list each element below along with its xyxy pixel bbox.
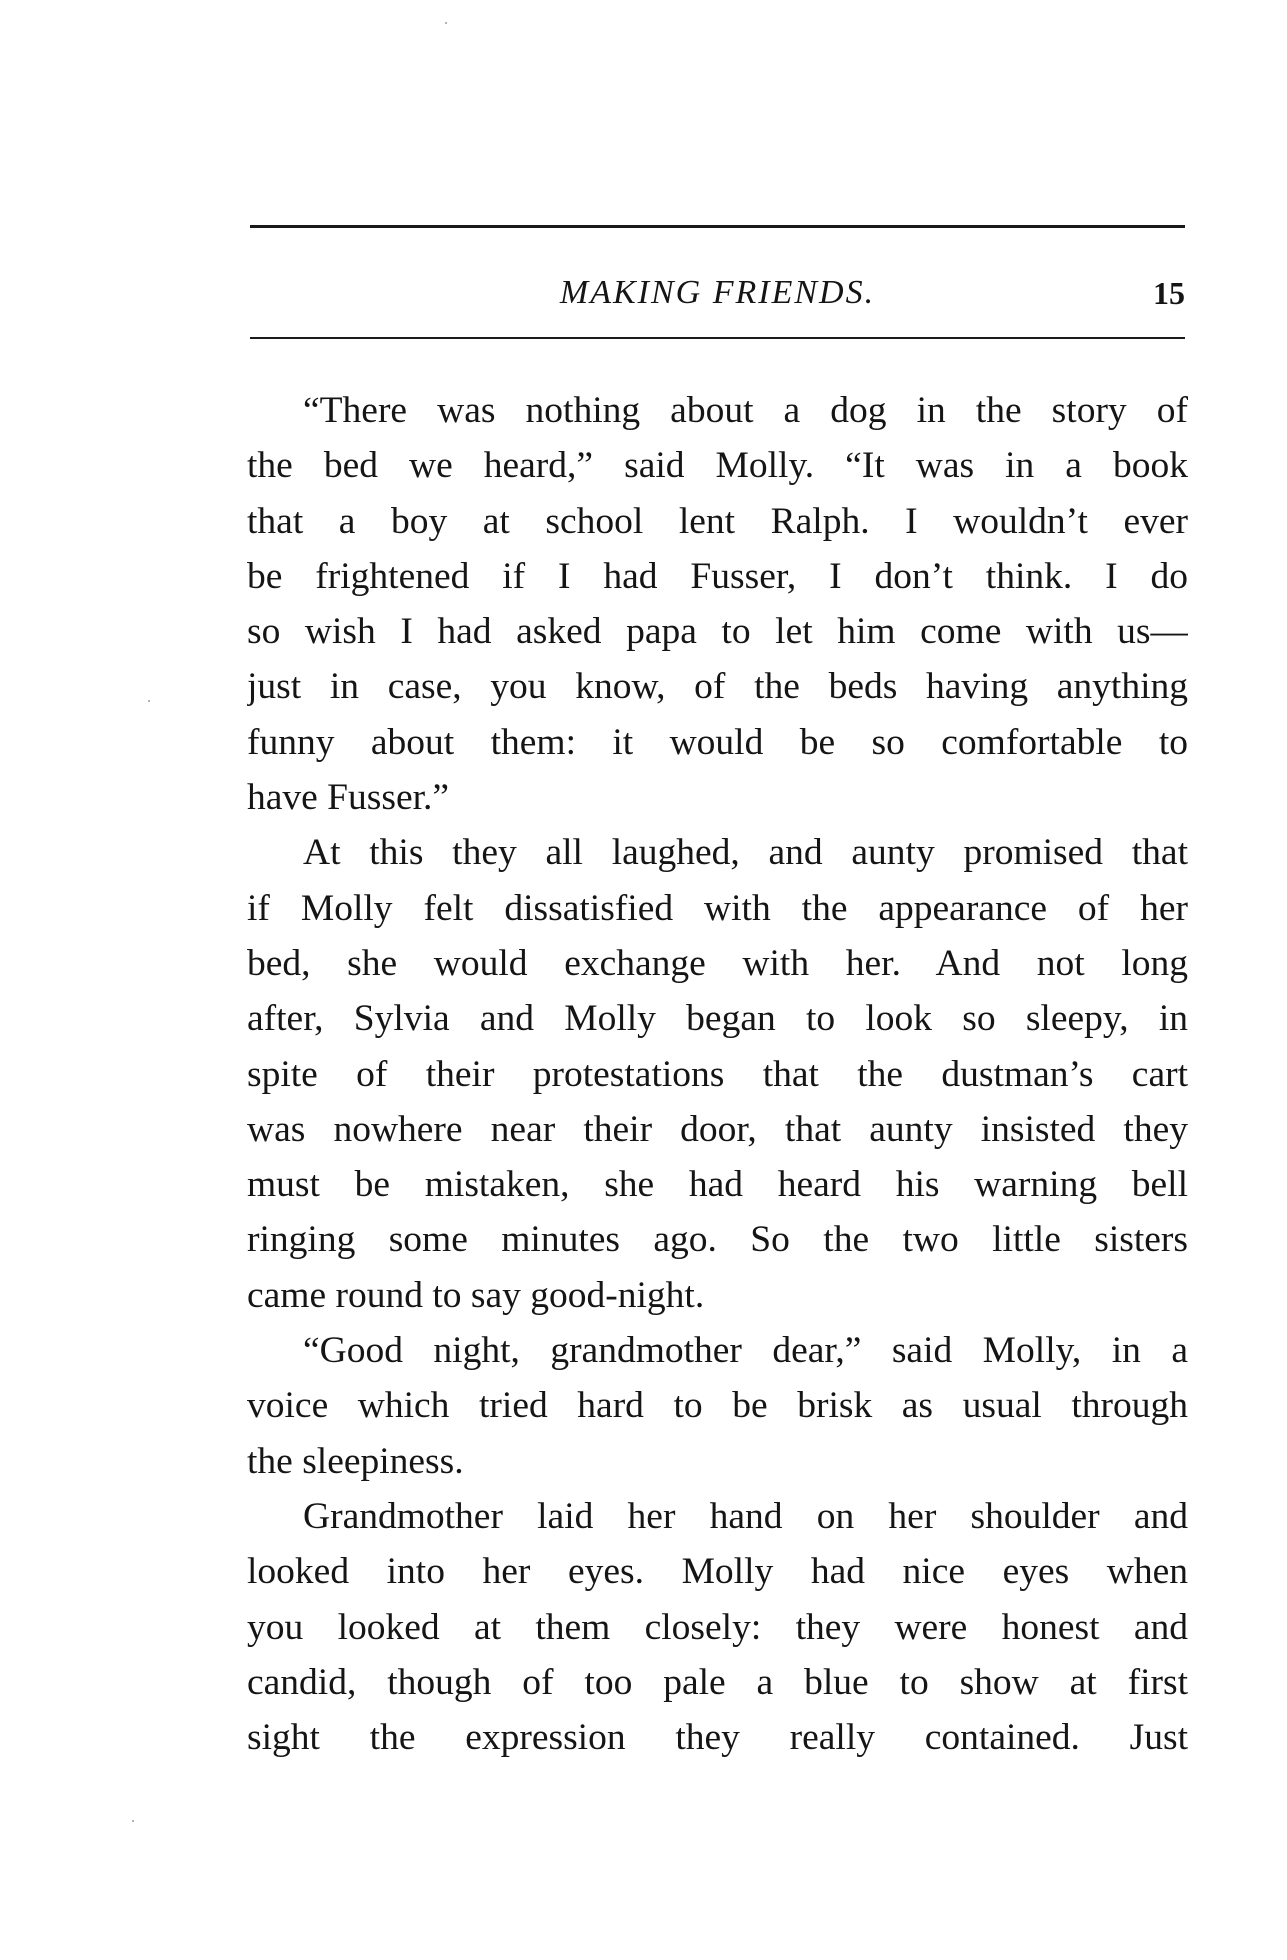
text-line: “Good night, grandmother dear,” said Molly, in a (303, 1330, 1188, 1372)
running-head-title: MAKING FRIENDS. (559, 274, 876, 311)
text-line: must be mistaken, she had heard his warning bell (247, 1164, 1188, 1206)
paragraph (247, 825, 1188, 1323)
text-line: spite of their protestations that the dustman’s cart (247, 1053, 1188, 1095)
paragraph (247, 383, 1188, 825)
paragraph (247, 1489, 1188, 1765)
text-line: looked into her eyes. Molly had nice eyes when (247, 1551, 1188, 1593)
text-line: if Molly felt dissatisfied with the appearance of her (247, 887, 1188, 929)
scan-speck (445, 22, 447, 24)
text-line: have Fusser.” (247, 777, 450, 819)
header-rule-top (250, 225, 1185, 228)
text-line: was nowhere near their door, that aunty insisted they (247, 1108, 1188, 1150)
text-line: voice which tried hard to be brisk as usual through (247, 1385, 1188, 1427)
text-line: “There was nothing about a dog in the story of (303, 390, 1188, 431)
text-line: the sleepiness. (247, 1440, 464, 1482)
text-line: be frightened if I had Fusser, I don’t think. I do (247, 555, 1188, 597)
text-line: At this they all laughed, and aunty promised that (303, 832, 1188, 874)
page-number: 15 (1153, 275, 1185, 311)
text-line: after, Sylvia and Molly began to look so sleepy, in (247, 998, 1188, 1040)
text-line: came round to say good-night. (247, 1274, 705, 1316)
text-line: just in case, you know, of the beds having anything (247, 666, 1188, 708)
text-line: bed, she would exchange with her. And not long (247, 942, 1188, 984)
scan-speck (148, 700, 150, 702)
text-line: sight the expression they really contained. Just (247, 1717, 1188, 1759)
body-text (247, 383, 1188, 1765)
text-line: so wish I had asked papa to let him come with us— (247, 611, 1188, 653)
text-line: Grandmother laid her hand on her shoulder and (303, 1495, 1188, 1537)
text-line: ringing some minutes ago. So the two little sisters (247, 1219, 1188, 1261)
text-line: you looked at them closely: they were honest and (247, 1606, 1188, 1648)
text-line: candid, though of too pale a blue to show at first (247, 1661, 1188, 1703)
scan-speck (132, 1820, 134, 1822)
header-rule-bottom (250, 337, 1185, 339)
paragraph (247, 1323, 1188, 1489)
text-line: that a boy at school lent Ralph. I wouldn’t ever (247, 500, 1188, 542)
text-line: funny about them: it would be so comfortable to (247, 721, 1188, 763)
running-head (250, 268, 1185, 318)
text-line: the bed we heard,” said Molly. “It was in a book (247, 445, 1188, 487)
